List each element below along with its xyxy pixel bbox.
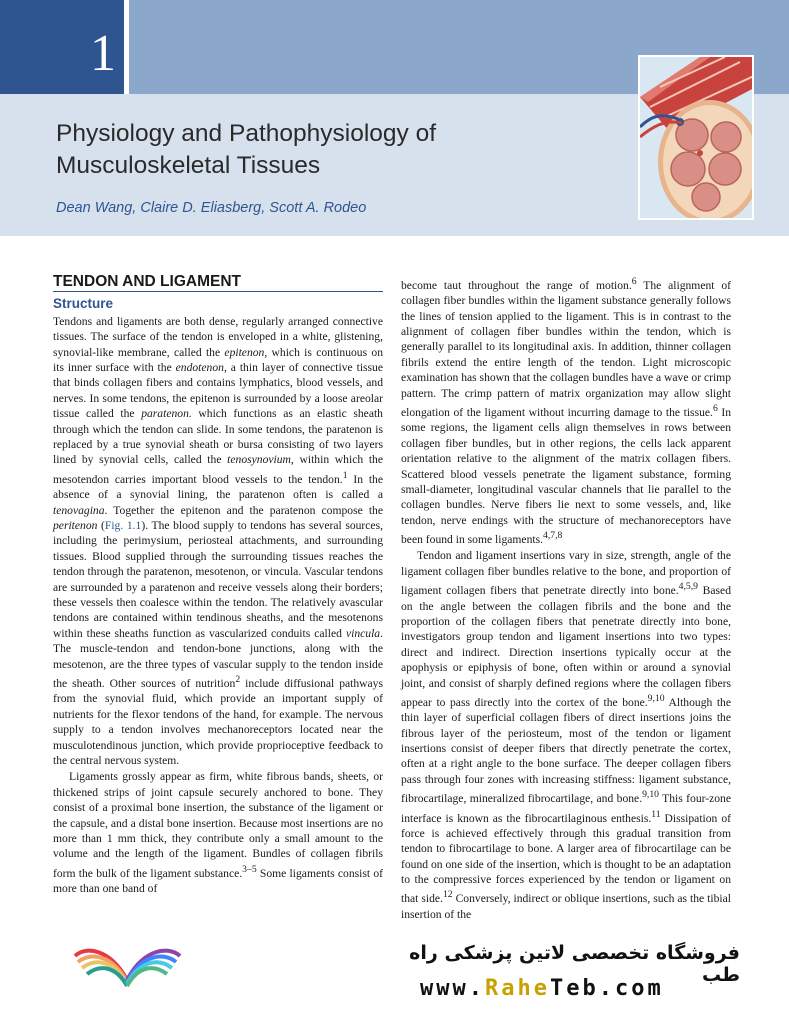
right-column: [401, 274, 731, 922]
chapter-divider: [124, 0, 129, 94]
chapter-header: [0, 0, 789, 236]
open-book-logo-icon: [70, 938, 185, 998]
left-column: [53, 274, 383, 896]
chapter-authors: Dean Wang, Claire D. Eliasberg, Scott A. Rodeo: [56, 200, 367, 216]
citation: 2: [235, 674, 241, 686]
citation: 4,5,9: [678, 581, 698, 593]
paragraph: Tendons and ligaments are both dense, regularly arranged connective tissues. The surface of the tendon is enveloped in a white, glistening, synovial-like membrane, called the epitenon, which is continuous on its inner surface with the endotenon, a thin layer of connective tissue that binds collagen fibers and contains lymphatics, blood vessels, and nerves. In some tendons, the epitenon is surrounded by a loose areolar tissue called the paratenon. which functions as an elastic sheath through which the tendon can slide. In some tendons, the paratenon is replaced by a true synovial sheath or bursa consisting of two layers lined by synovial cells, called the tenosynovium, within which the mesotendon carries important blood vessels to the tendon.$^1$ In the absence of a synovial lining, the paratenon often is called a tenovagina. Together the epitenon and the paratenon compose the peritenon (Fig. 1.1). The blood supply to tendons has several sources, including the perimysium, periosteal attachments, and surrounding tissues. Blood supplied through the surrounding tissues reaches the tendon through the paratenon, mesotenon, or vincula. Vascular tendons are surrounded by a paratenon and receive vessels along their borders; these vessels then coalesce within the tendon. The relatively avascular tendons are contained within tendinous sheaths, and the mesotenons within these sheaths function as vascularized conduits called vincula. The muscle-tendon and tendon-bone junctions, along with the mesotenon, are the three types of vascular supply to the tendon inside the sheath. Other sources of nutrition$^2$ include diffusional pathways from the synovial fluid, which provide an important supply of nutrients for the flexor tendons of the hand, for example. The nervous supply to a tendon involves mechanoreceptors located near the musculotendinous junction, which provide proprioceptive feedback to the central nervous system.: [53, 314, 384, 767]
citation: 6: [712, 403, 718, 415]
muscle-cross-section-illustration: [638, 55, 754, 220]
citation: 1: [342, 469, 348, 481]
citation: 9,10: [647, 693, 665, 704]
citation: 6: [631, 276, 637, 287]
paragraph: Tendon and ligament insertions vary in size, strength, angle of the ligament collagen fiber bundles relative to the bone, and proportion of ligament collagen fibers that penetrate directly into bone.$^{4,5,9}$ Based on the angle between the collagen fibrils and the bone and the proportion of the collagen fibers that penetrate directly into bone, investigators group tendon and ligament insertions into two types: direct and indirect. Direction insertions typically occur at the apophysis or epiphysis of bone, often within or around a synovial joint, and consist of sharply defined regions where the collagen fibers appear to pass directly into the cortex of the bone.$^{9,10}$ Although the thin layer of superficial collagen fibers of direct insertions joins the fibrous layer of the periosteum, most of the tendon or ligament insertions consist of deeper fibers that directly penetrate the cortex, often at a right angle to the bone surface. The deeper collagen fibers pass through four zones with increasing stiffness: ligament substance, fibrocartilage, mineralized fibrocartilage, and bone.$^{9,10}$ This four-zone interface is known as the fibrocartilaginous enthesis.$^{11}$ Dissipation of force is achieved effectively through this gradual transition from tendon to fibrocartilage to bone. A larger area of fibrocartilage can be found on one side of the insertion, which is thought to be an adaptation to the compressive forces experienced by the tendon or ligament on that side.$^{12}$ Conversely, indirect or oblique insertions, such as the tibial insertion of the: [401, 549, 732, 921]
citation: 9,10: [642, 789, 659, 801]
chapter-title: Physiology and Pathophysiology of Musculoskeletal Tissues: [56, 120, 437, 179]
chapter-number-box: [0, 0, 124, 94]
watermark-persian-text: فروشگاه تخصصی لاتین پزشکی راه طب: [409, 942, 740, 986]
citation: 11: [651, 808, 661, 820]
figure-link[interactable]: Fig. 1.1: [104, 518, 142, 532]
citation: 4,7,8: [543, 530, 563, 542]
paragraph: become taut throughout the range of motion.$^6$ The alignment of collagen fiber bundles within the ligament substance generally follows the lines of tension applied to the ligament. This is in contrast to the alignment of collagen fiber bundles within the tendon, which is generally parallel to its longitudinal axis. In addition, thinner collagen fibrils extend the entire length of the tendon. Light microscopic examination has shown that the collagen bundles have a wave or crimp pattern. The crimp pattern of matrix organization may allow slight elongation of the ligament without incurring damage to the tissue.$^6$ In some regions, the ligament cells align themselves in rows between collagen fiber bundles, but in other regions, the cells lack apparent orientation relative to the alignment of the matrix collagen fibers. Scattered blood vessels penetrate the ligament substance, forming small-diameter, longitudinal vascular channels that lie parallel to the collagen bundles. Nerve fibers lie next to some vessels, and, like tendon, nerve endings with the structure of mechanoreceptors have been found in some ligaments.$^{4,7,8}$: [401, 276, 731, 547]
citation: 3–5: [242, 863, 257, 875]
section-heading: TENDON AND LIGAMENT: [53, 274, 383, 292]
chapter-number: 1: [90, 25, 116, 82]
watermark-url: www.RaheTeb.com: [420, 976, 664, 1001]
subsection-heading: Structure: [53, 296, 114, 312]
paragraph: Ligaments grossly appear as firm, white fibrous bands, sheets, or thickened strips of joint capsule securely anchored to bone. They consist of a proximal bone insertion, the substance of the ligament or the capsule, and a distal bone insertion. Because most insertions are no more than 1 mm thick, they contribute only a small amount to the volume and the length of the ligament. Bundles of collagen fibrils form the bulk of the ligament substance.$^{3-5}$ Some ligaments consist of more than one band of: [53, 770, 384, 896]
citation: 12: [442, 889, 453, 901]
